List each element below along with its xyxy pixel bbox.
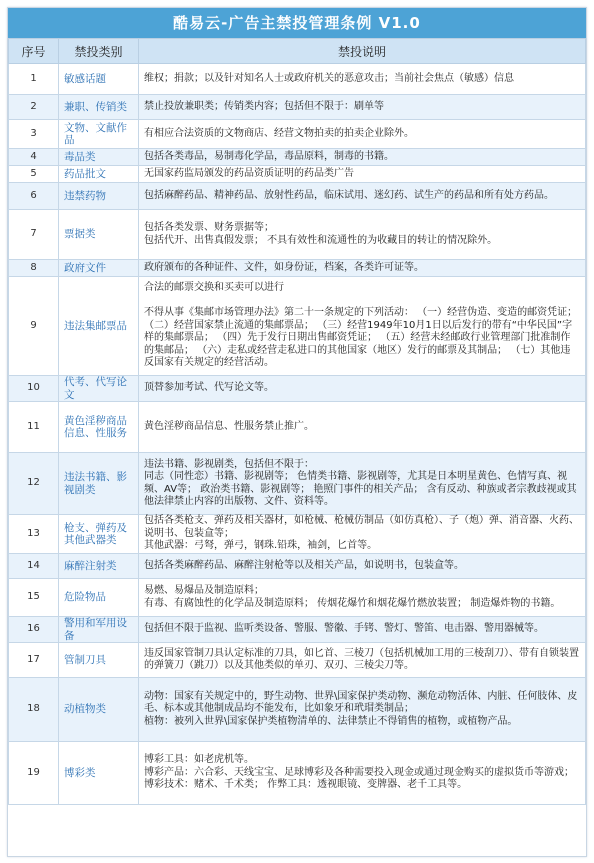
row-description: 包括麻醉药品、精神药品、放射性药品，临床试用、迷幻药、试生产的药品和所有处方药品。 <box>139 183 586 210</box>
table-row <box>9 210 586 260</box>
row-number: 19 <box>9 742 59 805</box>
row-description: 包括各类发票、财务票据等； 包括代开、出售真假发票； 不具有效性和流通性的为收藏目的转让的情况除外。 <box>139 210 586 260</box>
table-row <box>9 149 586 166</box>
table-row <box>9 260 586 277</box>
row-category: 麻醉注射类 <box>59 554 139 579</box>
row-number: 13 <box>9 515 59 554</box>
table-row <box>9 95 586 120</box>
row-description: 维权；捐款；以及针对知名人士或政府机关的恶意攻击；当前社会焦点（敏感）信息 <box>139 64 586 95</box>
row-number: 7 <box>9 210 59 260</box>
table-row <box>9 742 586 805</box>
row-number: 14 <box>9 554 59 579</box>
row-number: 12 <box>9 453 59 515</box>
row-category: 动植物类 <box>59 678 139 742</box>
row-description: 违反国家管制刀具认定标准的刀具，如匕首、三棱刀（包括机械加工用的三棱刮刀）、带有自锁装置的弹簧刀（跳刀）以及其他类似的单刃、双刃、三棱尖刀等。 <box>139 643 586 678</box>
row-number: 18 <box>9 678 59 742</box>
row-number: 16 <box>9 617 59 643</box>
row-category: 敏感话题 <box>59 64 139 95</box>
table-row <box>9 120 586 149</box>
row-description: 合法的邮票交换和买卖可以进行 不得从事《集邮市场管理办法》第二十一条规定的下列活动： （一）经营伪造、变造的邮资凭证； （二）经营国家禁止流通的集邮票品； （三）经营1949年10月1日以后发行的带有“中华民国”字样的集邮票品； （四）先于发行日期出售邮资凭证； （五）经营未经邮政行业管理部门批准制作的集邮品； （六）走私或经营走私进口的其他国家（地区）发行的邮票及其制品； （七）其他违反国家有关规定的经营活动。 <box>139 277 586 376</box>
row-category: 枪支、弹药及其他武器类 <box>59 515 139 554</box>
table-row <box>9 579 586 617</box>
row-category: 票据类 <box>59 210 139 260</box>
row-category: 黄色淫秽商品信息、性服务 <box>59 402 139 453</box>
row-category: 管制刀具 <box>59 643 139 678</box>
row-number: 3 <box>9 120 59 149</box>
row-category: 文物、文献作品 <box>59 120 139 149</box>
row-description: 顶替参加考试、代写论文等。 <box>139 376 586 402</box>
row-number: 1 <box>9 64 59 95</box>
table-row <box>9 678 586 742</box>
row-description: 无国家药监局颁发的药品资质证明的药品类广告 <box>139 166 586 183</box>
table-row <box>9 183 586 210</box>
table-row <box>9 64 586 95</box>
header-number: 序号 <box>9 39 59 64</box>
row-description: 黄色淫秽商品信息、性服务禁止推广。 <box>139 402 586 453</box>
header-category: 禁投类别 <box>59 39 139 64</box>
row-category: 违法集邮票品 <box>59 277 139 376</box>
row-number: 8 <box>9 260 59 277</box>
row-category: 政府文件 <box>59 260 139 277</box>
row-number: 15 <box>9 579 59 617</box>
row-description: 包括各类麻醉药品、麻醉注射枪等以及相关产品，如说明书，包装盒等。 <box>139 554 586 579</box>
row-category: 毒品类 <box>59 149 139 166</box>
rules-table <box>8 38 586 805</box>
row-number: 6 <box>9 183 59 210</box>
row-description: 包括各类枪支、弹药及相关器材，如枪械、枪械仿制品（如仿真枪）、子（炮）弹、消音器、火药、说明书、包装盒等； 其他武器：弓弩，弹弓，钢珠.铅珠，袖剑，匕首等。 <box>139 515 586 554</box>
row-number: 11 <box>9 402 59 453</box>
row-number: 4 <box>9 149 59 166</box>
row-description: 禁止投放兼职类；传销类内容；包括但不限于：刷单等 <box>139 95 586 120</box>
row-number: 10 <box>9 376 59 402</box>
row-category: 博彩类 <box>59 742 139 805</box>
row-category: 警用和军用设备 <box>59 617 139 643</box>
row-description: 有相应合法资质的文物商店、经营文物拍卖的拍卖企业除外。 <box>139 120 586 149</box>
table-row <box>9 376 586 402</box>
table-row <box>9 277 586 376</box>
row-category: 药品批文 <box>59 166 139 183</box>
row-description: 包括但不限于监视、监听类设备、警服、警徽、手铐、警灯、警笛、电击器、警用器械等。 <box>139 617 586 643</box>
document-frame <box>7 7 587 857</box>
row-category: 代考、代写论文 <box>59 376 139 402</box>
row-description: 违法书籍、影视剧类，包括但不限于： 同志（同性恋）书籍、影视剧等； 色情类书籍、影视剧等，尤其是日本明星黄色、色情写真、视频、AV等； 政治类书籍、影视剧等； 艳照门事件的相关产品； 含有反动、种族或者宗教歧视或其他法律禁止内容的出版物、文件、资料等。 <box>139 453 586 515</box>
header-description: 禁投说明 <box>139 39 586 64</box>
table-row <box>9 453 586 515</box>
table-row <box>9 515 586 554</box>
table-row <box>9 402 586 453</box>
row-number: 9 <box>9 277 59 376</box>
table-row <box>9 166 586 183</box>
row-category: 违法书籍、影视剧类 <box>59 453 139 515</box>
row-category: 兼职、传销类 <box>59 95 139 120</box>
row-category: 违禁药物 <box>59 183 139 210</box>
table-row <box>9 643 586 678</box>
row-category: 危险物品 <box>59 579 139 617</box>
row-number: 5 <box>9 166 59 183</box>
table-row <box>9 554 586 579</box>
row-description: 博彩工具：如老虎机等。 博彩产品：六合彩、天线宝宝、足球博彩及各种需要投入现金或通过现金购买的虚拟货币等游戏； 博彩技术：赌术、千术类； 作弊工具：透视眼镜、变牌器、老千工具等。 <box>139 742 586 805</box>
row-description: 政府颁布的各种证件、文件，如身份证，档案，各类许可证等。 <box>139 260 586 277</box>
table-header-row <box>9 39 586 64</box>
table-row <box>9 617 586 643</box>
row-number: 2 <box>9 95 59 120</box>
row-description: 动物：国家有关规定中的，野生动物、世界\国家保护类动物、濒危动物活体、内脏、任何肢体、皮毛、标本或其他制成品均不能发布，比如象牙和玳瑁类制品； 植物：被列入世界\国家保护类植物清单的、法律禁止不得销售的植物，或植物产品。 <box>139 678 586 742</box>
row-number: 17 <box>9 643 59 678</box>
row-description: 包括各类毒品，易制毒化学品，毒品原料，制毒的书籍。 <box>139 149 586 166</box>
page-title: 酷易云-广告主禁投管理条例 V1.0 <box>8 8 586 38</box>
row-description: 易燃、易爆品及制造原料； 有毒、有腐蚀性的化学品及制造原料； 传烟花爆竹和烟花爆竹燃放装置； 制造爆炸物的书籍。 <box>139 579 586 617</box>
